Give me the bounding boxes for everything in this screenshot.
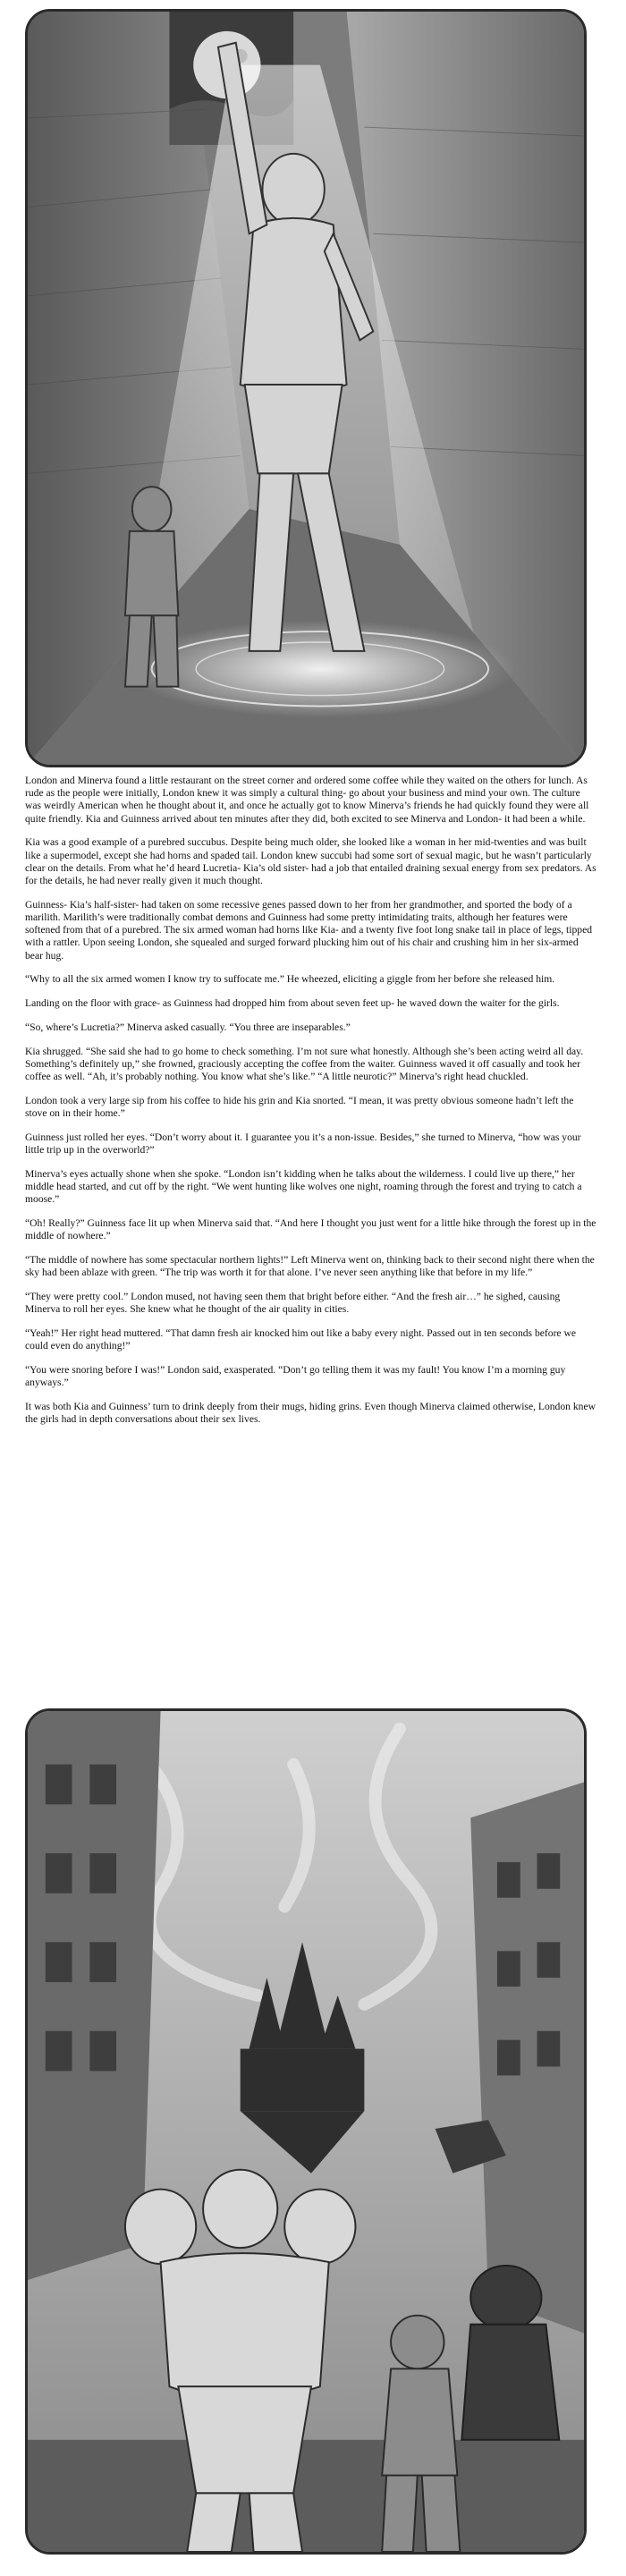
bottom-illustration-panel: [25, 1708, 587, 2555]
story-paragraph: Kia shrugged. “She said she had to go home to check something. I’m not sure what honestly. Although she’s been acting weird all day. Something’s definitely up,” she frowned, graciously accepting the coffee from the waiter. Guinness waved it off casually and took her coffee as well. “Ah, it’s probably nothing. You know what she’s like.” “A little neurotic?” Minerva’s right head chuckled.: [25, 1045, 584, 1083]
story-text: [25, 775, 597, 1437]
story-paragraph: Guinness just rolled her eyes. “Don’t worry about it. I guarantee you it’s a non-issue. Besides,” she turned to Minerva, “how was your little trip up in the overworld?”: [25, 1131, 581, 1157]
story-paragraph: London and Minerva found a little restaurant on the street corner and ordered some coffee while they waited on the others for lunch. As rude as the people were initially, London knew it was simply a cultural thing- go about your business and mind your own. The culture was weirdly American when he thought about it, and once he actually got to know Minerva’s friends he had quickly found they were all quite friendly. Kia and Guinness arrived about ten minutes after they did, both excited to see Minerva and London- it had been a while.: [25, 775, 589, 825]
story-paragraph: London took a very large sip from his coffee to hide his grin and Kia snorted. “I mean, it was pretty obvious someone hadn’t left the stove on in their home.”: [25, 1095, 574, 1120]
story-paragraph: “They were pretty cool.” London mused, not having seen them that bright before either. “And the fresh air…” he sighed, causing Minerva to roll her eyes. She knew what he thought of the air quality in cities.: [25, 1291, 561, 1316]
story-paragraph: “Why to all the six armed women I know try to suffocate me.” He wheezed, eliciting a giggle from her before she released him.: [25, 973, 555, 986]
top-illustration-panel: [25, 9, 587, 767]
story-paragraph: Guinness- Kia’s half-sister- had taken on some recessive genes passed down to her from her grandmother, and sported the body of a marilith. Marilith’s were traditionally combat demons and Guinness had some pretty intimidating traits, although her features were softened from that of a purebred. The six armed woman had horns like Kia- and a twenty five foot long snake tail in place of legs, tipped with a rattler. Upon seeing London, she squealed and surged forward plucking him out of his chair and crushing him in her six-armed bear hug.: [25, 898, 593, 962]
story-paragraph: “So, where’s Lucretia?” Minerva asked casually. “You three are inseparables.”: [25, 1021, 351, 1034]
story-paragraph: Minerva’s eyes actually shone when she spoke. “London isn’t kidding when he talks about the wilderness. I could live up there,” her middle head started, and cut off by the right. “We went hunting like wolves one night, roaming through the forest and trying to catch a moose.”: [25, 1168, 582, 1206]
story-paragraph: Kia was a good example of a purebred succubus. Despite being much older, she looked like a woman in her mid-twenties and was built like a supermodel, except she had horns and spaded tail. London knew succubi had some sort of sexual magic, but he wasn’t particularly clear on the details. From what he’d heard Lucretia- Kia’s old sister- had a job that entailed draining sexual energy from sex predators. As for the details, he had never really given it much thought.: [25, 836, 596, 887]
story-paragraph: Landing on the floor with grace- as Guinness had dropped him from about seven feet up- he waved down the waiter for the girls.: [25, 997, 560, 1010]
city-group-illustration: [28, 1711, 584, 2552]
story-paragraph: “You were snoring before I was!” London said, exasperated. “Don’t go telling them it was my fault! You know I’m a morning guy anyways.”: [25, 1364, 566, 1389]
alley-summoning-illustration: [28, 12, 584, 765]
story-paragraph: “Yeah!” Her right head muttered. “That damn fresh air knocked him out like a baby every night. Passed out in ten seconds before we could even do anything!”: [25, 1327, 576, 1352]
story-paragraph: It was both Kia and Guinness’ turn to drink deeply from their mugs, hiding grins. Even though Minerva claimed otherwise, London knew the girls had in depth conversations about their sex lives.: [25, 1401, 596, 1426]
story-paragraph: “The middle of nowhere has some spectacular northern lights!” Left Minerva went on, thinking back to their second night there when the sky had been ablaze with green. “The trip was worth it for that alone. I’ve never seen anything like that before in my life.”: [25, 1254, 595, 1279]
story-paragraph: “Oh! Really?” Guinness face lit up when Minerva said that. “And here I thought you just went for a little hike through the forest up in the middle of nowhere.”: [25, 1217, 596, 1242]
